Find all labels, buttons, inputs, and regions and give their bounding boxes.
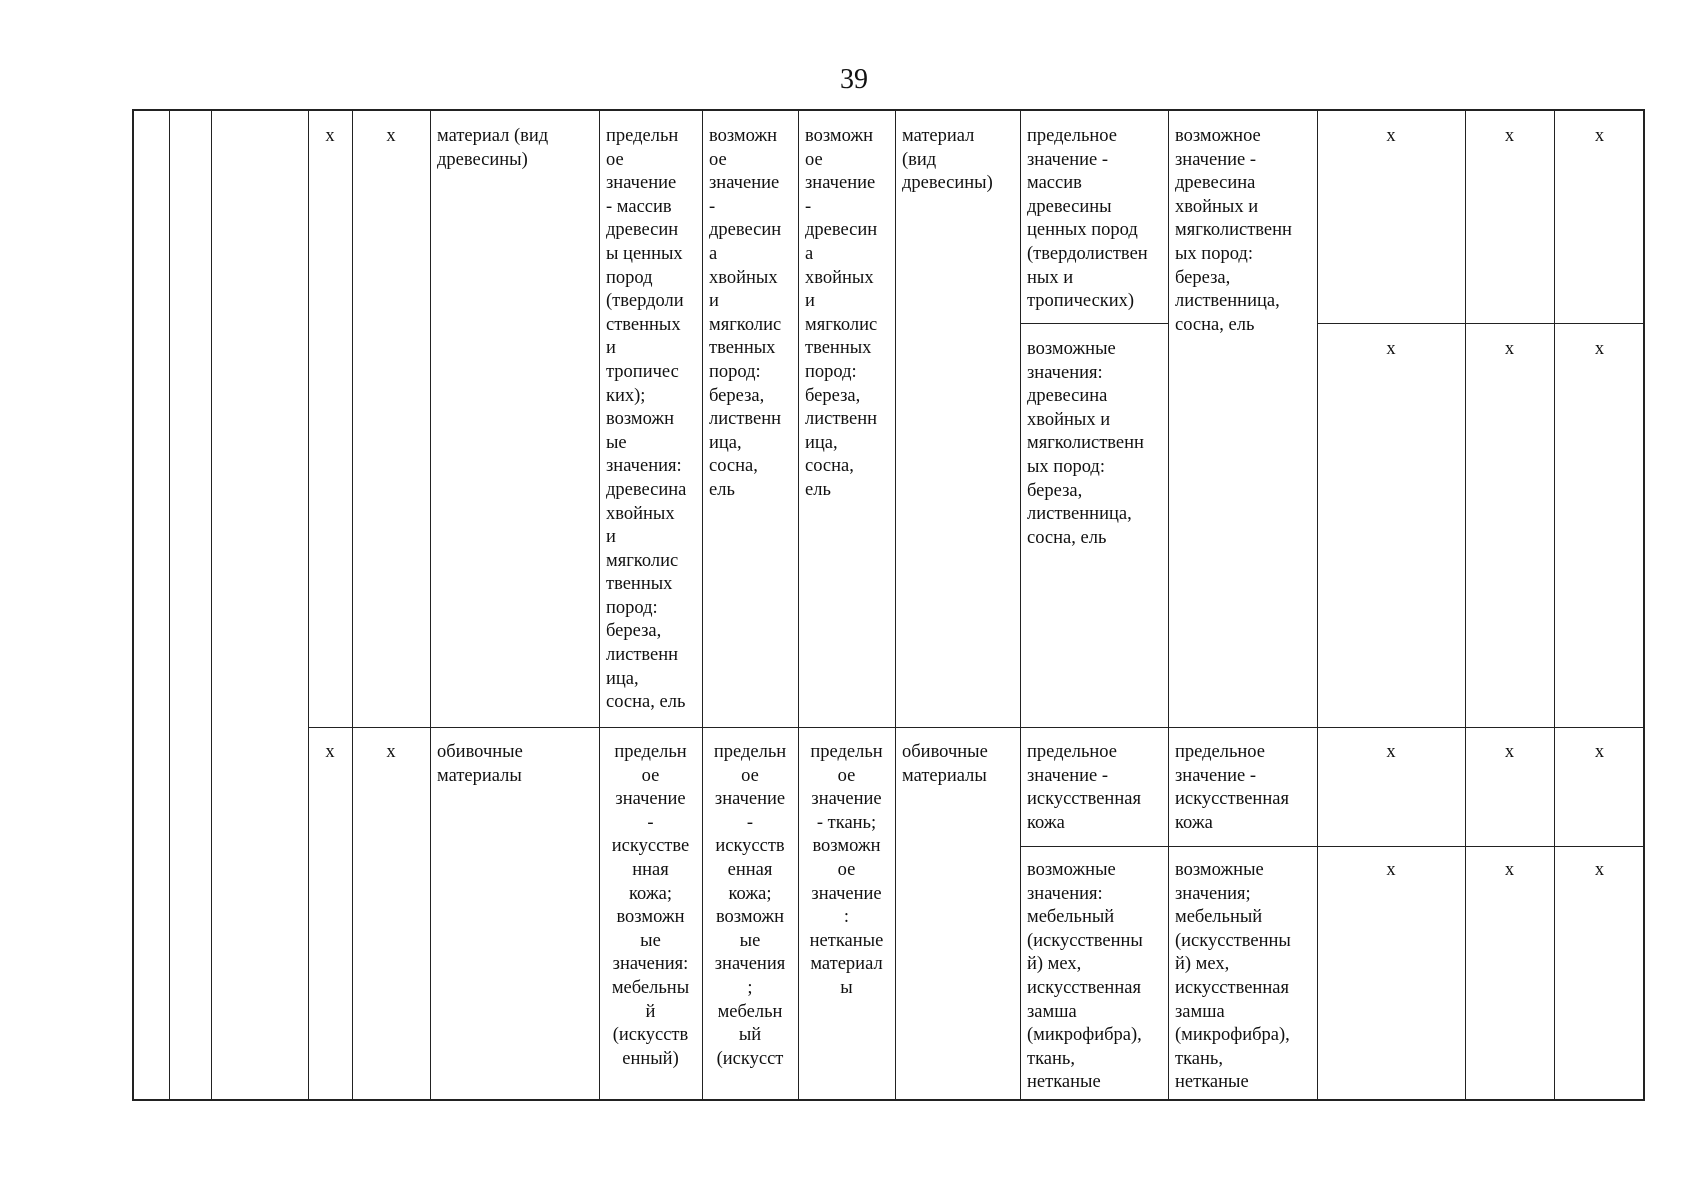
table-rule bbox=[895, 111, 896, 1099]
value-cell: возможн ое значение - древесин а хвойных и мягколис твенных пород: береза, лиственн ица, сосна, ель bbox=[709, 126, 782, 500]
value-cell: предельное значение - искусственная кожа bbox=[1027, 742, 1141, 833]
x-mark: x bbox=[1386, 860, 1396, 880]
x-mark: x bbox=[325, 742, 335, 762]
table-rule bbox=[352, 111, 353, 1099]
x-mark: x bbox=[1594, 860, 1605, 880]
table-rule bbox=[430, 111, 431, 1099]
value-cell: предельное значение - искусственная кожа bbox=[1175, 742, 1289, 833]
table-rule bbox=[1020, 323, 1168, 324]
table-rule bbox=[1020, 111, 1021, 1099]
value-cell: предельн ое значение - массив древесин ы ценных пород (твердоли ственных и тропичес ких); возможн ые значения: древесина хвойных и мягколис твенных пород: береза, лиственн ица, сосна, ель bbox=[606, 126, 687, 713]
table-rule bbox=[1465, 111, 1466, 1099]
value-cell: возможн ое значение - древесин а хвойных и мягколис твенных пород: береза, лиственн ица, сосна, ель bbox=[805, 126, 878, 500]
value-cell: предельн ое значение - искусств енная кожа; возможн ые значения ; мебельн ый (искусст bbox=[713, 742, 787, 1069]
x-mark: x bbox=[1386, 126, 1396, 146]
characteristic-cell: обивочные материалы bbox=[902, 742, 988, 786]
table-rule bbox=[1020, 846, 1643, 847]
table-rule bbox=[1554, 111, 1555, 1099]
table-rule bbox=[308, 111, 309, 1099]
characteristic-cell: обивочные материалы bbox=[437, 742, 523, 786]
value-cell: предельн ое значение - искусстве нная кожа; возможн ые значения: мебельны й (искусств енный) bbox=[611, 742, 690, 1069]
characteristic-cell: материал (вид древесины) bbox=[437, 126, 549, 170]
table-rule bbox=[1317, 111, 1318, 1099]
value-cell: возможные значения; мебельный (искусственны й) мех, искусственная замша (микрофибра), ткань, нетканые bbox=[1175, 860, 1291, 1093]
x-mark: x bbox=[1594, 742, 1605, 762]
value-cell: возможные значения: мебельный (искусственны й) мех, искусственная замша (микрофибра), ткань, нетканые bbox=[1027, 860, 1143, 1093]
table-rule bbox=[211, 111, 212, 1099]
table-rule bbox=[1168, 111, 1169, 1099]
x-mark: x bbox=[386, 742, 396, 762]
x-mark: x bbox=[386, 126, 396, 146]
x-mark: x bbox=[1504, 126, 1515, 146]
characteristic-cell: материал (вид древесины) bbox=[902, 126, 993, 194]
requirements-table bbox=[132, 109, 1645, 1101]
value-cell: предельн ое значение - ткань; возможн ое значение : нетканые материал ы bbox=[809, 742, 884, 998]
x-mark: x bbox=[1504, 339, 1515, 359]
table-rule bbox=[1317, 323, 1643, 324]
x-mark: x bbox=[1594, 339, 1605, 359]
value-cell: предельное значение - массив древесины ценных пород (твердолиствен ных и тропических) bbox=[1027, 126, 1148, 312]
x-mark: x bbox=[325, 126, 335, 146]
x-mark: x bbox=[1504, 742, 1515, 762]
x-mark: x bbox=[1386, 742, 1396, 762]
table-rule bbox=[169, 111, 170, 1099]
table-rule bbox=[308, 727, 1643, 728]
x-mark: x bbox=[1594, 126, 1605, 146]
x-mark: x bbox=[1504, 860, 1515, 880]
value-cell: возможные значения: древесина хвойных и мягколиственн ых пород: береза, лиственница, сосна, ель bbox=[1027, 339, 1144, 548]
page-number: 39 bbox=[840, 64, 868, 95]
value-cell: возможное значение - древесина хвойных и мягколиственн ых пород: береза, лиственница, сосна, ель bbox=[1175, 126, 1292, 335]
x-mark: x bbox=[1386, 339, 1396, 359]
